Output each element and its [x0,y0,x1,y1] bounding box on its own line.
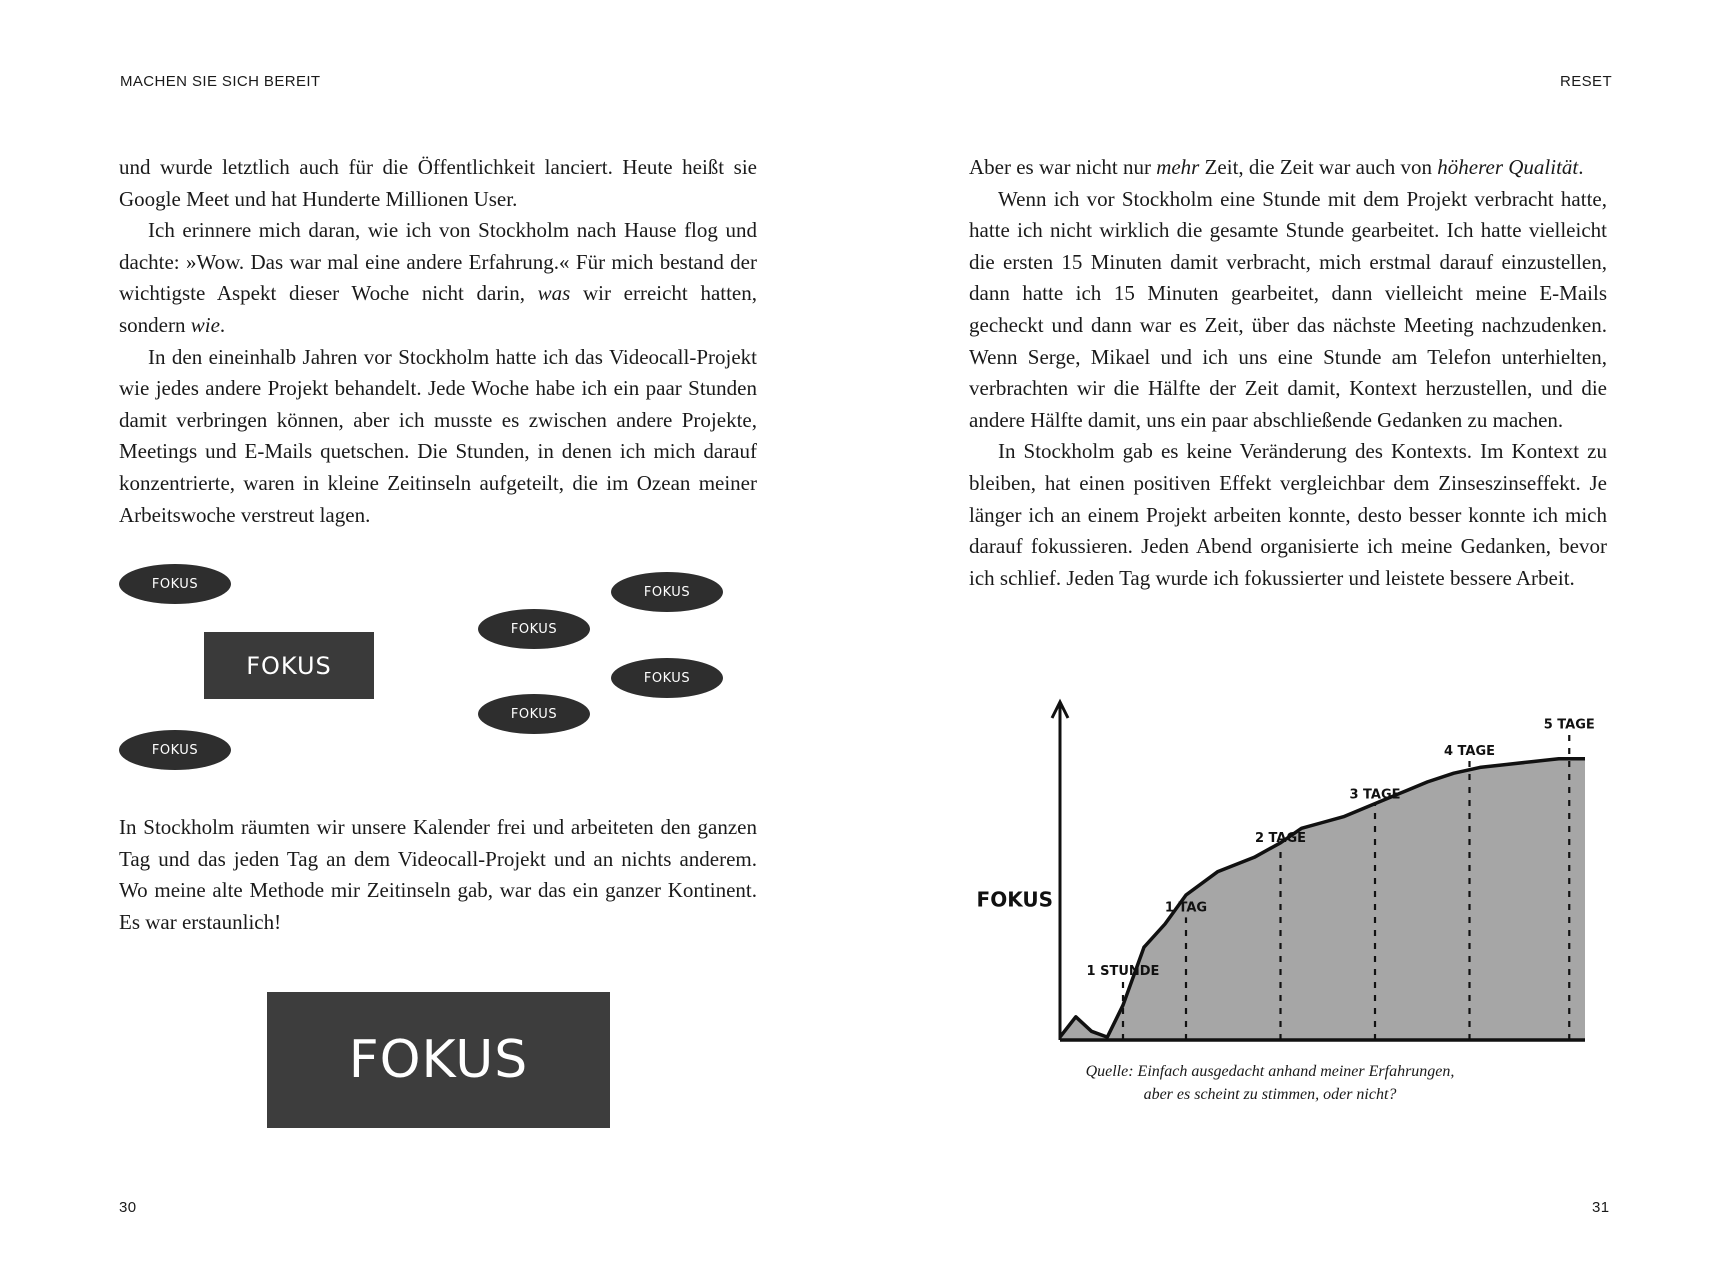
paragraph: Ich erinnere mich daran, wie ich von Stockholm nach Hause flog und dachte: »Wow. Das war mal eine andere Erfahrung.« Für mich bestand der wichtigste Aspekt dieser Woche nicht darin, was wir erreicht hatten, sondern wie. [119,218,757,337]
running-header-left: MACHEN SIE SICH BEREIT [120,73,321,90]
focus-oval: FOKUS [611,658,723,698]
marker-label: 3 TAGE [1349,787,1401,803]
paragraph: und wurde letztlich auch für die Öffentlichkeit lanciert. Heute heißt sie Google Meet und hat Hunderte Millionen User. [119,155,757,211]
paragraph: Aber es war nicht nur mehr Zeit, die Zeit war auch von höherer Qualität. [969,155,1584,179]
caption-line: aber es scheint zu stimmen, oder nicht? [1143,1086,1397,1103]
running-header-right: RESET [1560,73,1613,90]
y-axis-label: FOKUS [976,887,1053,912]
paragraph: Wenn ich vor Stockholm eine Stunde mit dem Projekt verbracht hatte, hatte ich nicht wirklich die gesamte Stunde gearbeitet. Ich hatte vielleicht die ersten 15 Minuten damit verbracht, mich erstmal darauf einzustellen, dann hatte ich 15 Minuten gearbeitet, dann vielleicht meine E-Mails gecheckt und dann war es Zeit, über das nächste Meeting nachzudenken. Wenn Serge, Mikael und ich uns eine Stunde am Telefon unterhielten, verbrachten wir die Hälfte der Zeit damit, Kontext herzustellen, und die andere Hälfte damit, uns ein paar abschließende Gedanken zu machen. [969,186,1607,432]
marker-label: 2 TAGE [1254,830,1307,846]
focus-oval: FOKUS [478,694,590,734]
area-fill [1060,759,1585,1040]
big-focus-box: FOKUS [267,992,610,1128]
marker-label: 5 TAGE [1543,717,1595,733]
paragraph: In den eineinhalb Jahren vor Stockholm hatte ich das Videocall-Projekt wie jedes andere Projekt behandelt. Jede Woche habe ich ein paar Stunden damit verbringen können, aber ich musste es zwischen andere Projekte, Meetings und E-Mails quetschen. Die Stunden, in denen ich mich darauf konzentrierte, waren in kleine Zeitinseln aufgeteilt, die im Ozean meiner Arbeitswoche verstreut lagen. [119,344,757,527]
left-text-block-1 [119,152,757,531]
marker-label: 1 TAG [1164,900,1208,916]
page-number-left: 30 [119,1199,137,1216]
focus-oval: FOKUS [611,572,723,612]
marker-label: 4 TAGE [1443,743,1496,759]
chart-caption [1040,1060,1500,1106]
caption-line: Quelle: Einfach ausgedacht anhand meiner Erfahrungen, [1085,1063,1455,1080]
page-number-right: 31 [1592,1199,1610,1216]
focus-oval: FOKUS [119,730,231,770]
focus-growth-chart [960,690,1600,1050]
paragraph: In Stockholm gab es keine Veränderung des Kontexts. Im Kontext zu bleiben, hat einen positiven Effekt vergleichbar dem Zinseszinseffekt. Je länger ich an einem Projekt arbeiten konnte, desto besser konnte ich mich darauf fokussieren. Jeden Abend organisierte ich meine Gedanken, bevor ich schlief. Jeden Tag wurde ich fokussierter und leistete bessere Arbeit. [969,439,1607,590]
right-text-block [969,152,1607,594]
focus-box: FOKUS [204,632,374,699]
focus-oval: FOKUS [119,564,231,604]
marker-label: 1 STUNDE [1086,964,1160,980]
paragraph: In Stockholm räumten wir unsere Kalender frei und arbeiteten den ganzen Tag und das jeden Tag an dem Videocall-Projekt und an nichts anderem. Wo meine alte Methode mir Zeitinseln gab, war das ein ganzer Kontinent. Es war erstaunlich! [119,815,757,934]
focus-oval: FOKUS [478,609,590,649]
left-text-block-2 [119,812,757,938]
